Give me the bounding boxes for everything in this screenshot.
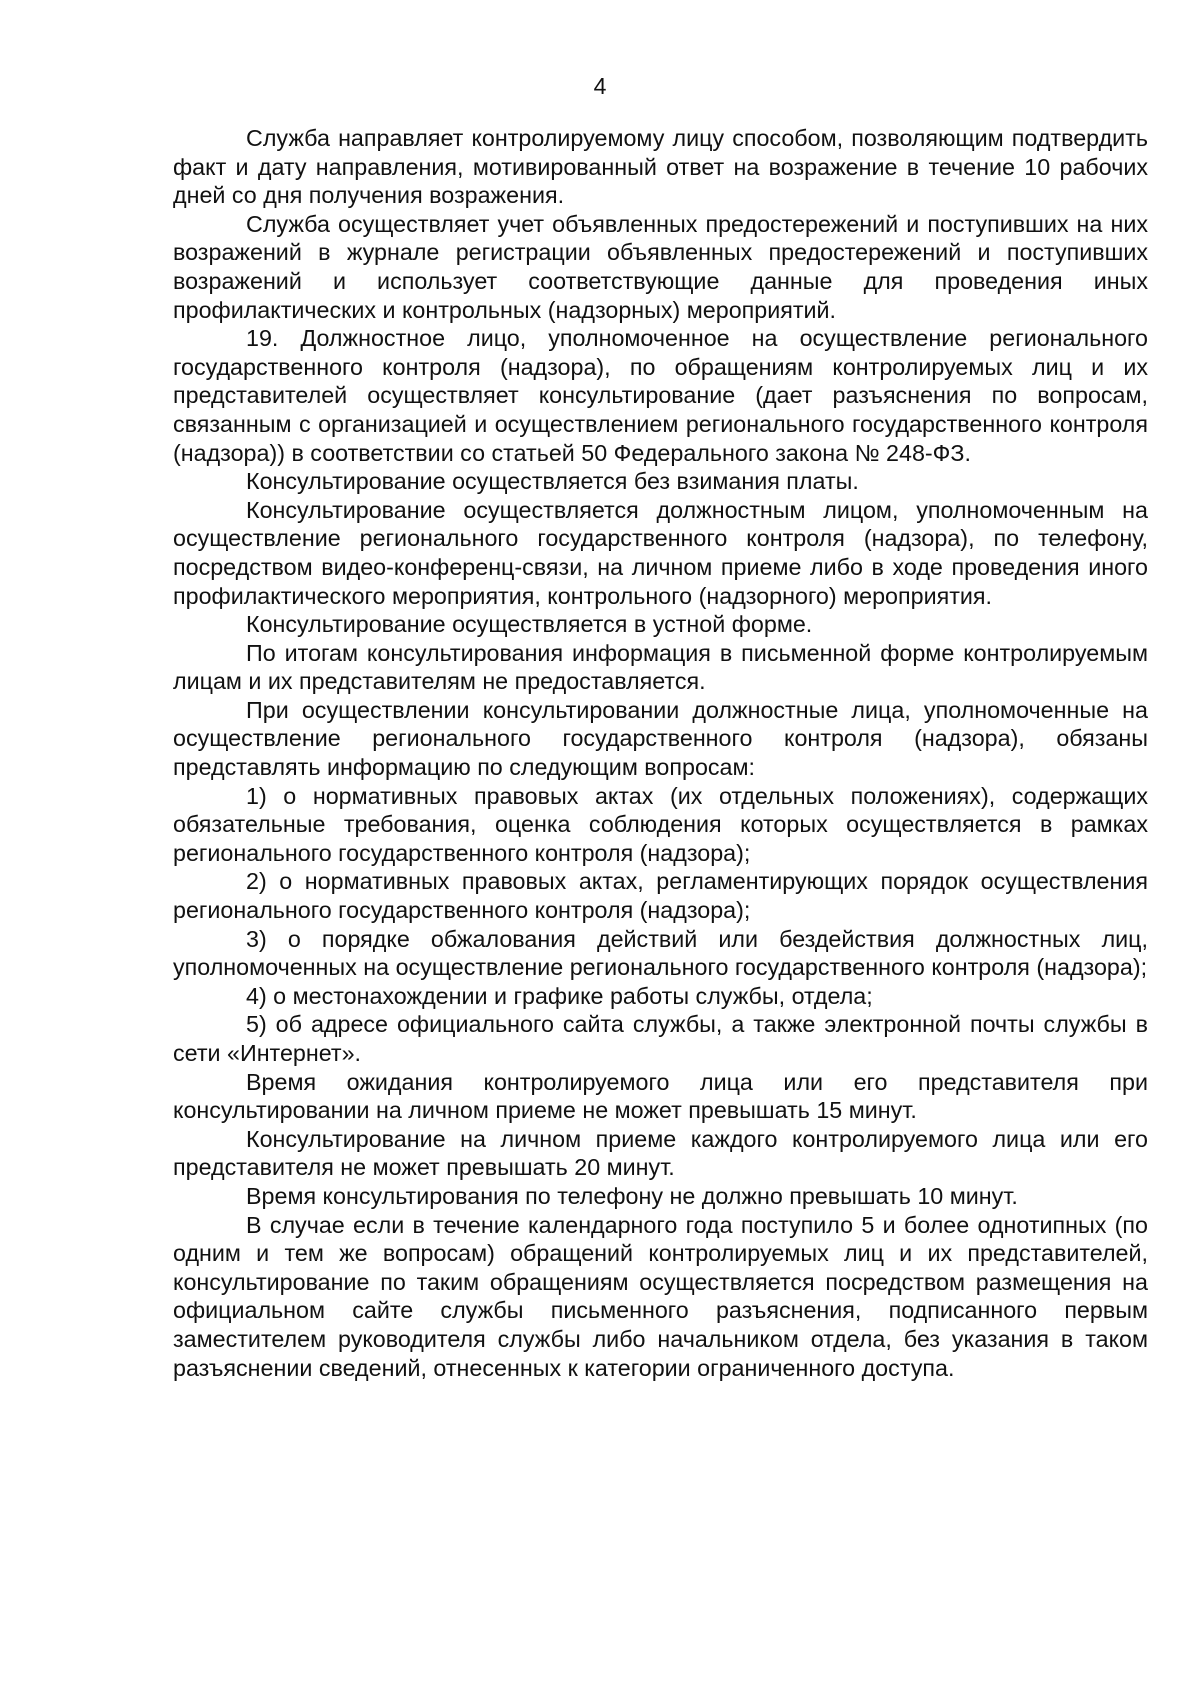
paragraph: При осуществлении консультировании должностные лица, уполномоченные на осуществление регионального государственного контроля (надзора), обязаны представлять информацию по следующим вопросам: — [173, 696, 1148, 781]
paragraph: Служба осуществляет учет объявленных предостережений и поступивших на них возражений в журнале регистрации объявленных предостережений и поступивших возражений и использует соответствующие данные для проведения иных профилактических и контрольных (надзорных) мероприятий. — [173, 210, 1148, 323]
list-item: 3) о порядке обжалования действий или бездействия должностных лиц, уполномоченных на осуществление регионального государственного контроля (надзора); — [173, 925, 1148, 981]
paragraph: Время консультирования по телефону не должно превышать 10 минут. — [246, 1182, 1018, 1209]
paragraph: Служба направляет контролируемому лицу способом, позволяющим подтвердить факт и дату направления, мотивированный ответ на возражение в течение 10 рабочих дней со дня получения возражения. — [173, 125, 1148, 209]
page-number: 4 — [593, 73, 607, 99]
paragraph: По итогам консультирования информация в письменной форме контролируемым лицам и их представителям не предоставляется. — [173, 639, 1148, 695]
document-body — [173, 124, 1148, 1382]
list-item: 4) о местонахождении и графике работы службы, отдела; — [246, 982, 873, 1009]
paragraph: Консультирование осуществляется в устной форме. — [246, 611, 813, 638]
list-item: 2) о нормативных правовых актах, регламентирующих порядок осуществления регионального государственного контроля (надзора); — [173, 868, 1148, 924]
paragraph: Консультирование осуществляется без взимания платы. — [246, 468, 859, 495]
list-item: 1) о нормативных правовых актах (их отдельных положениях), содержащих обязательные требования, оценка соблюдения которых осуществляется в рамках регионального государственного контроля (надзора); — [173, 782, 1148, 866]
paragraph: Время ожидания контролируемого лица или его представителя при консультировании на личном приеме не может превышать 15 минут. — [173, 1068, 1148, 1124]
paragraph: Консультирование на личном приеме каждого контролируемого лица или его представителя не может превышать 20 минут. — [173, 1125, 1148, 1181]
paragraph: В случае если в течение календарного года поступило 5 и более однотипных (по одним и тем же вопросам) обращений контролируемых лиц и их представителей, консультирование по таким обращениям осуществляется посредством размещения на официальном сайте службы письменного разъяснения, подписанного первым заместителем руководителя службы либо начальником отдела, без указания в таком разъяснении сведений, отнесенных к категории ограниченного доступа. — [173, 1211, 1148, 1381]
paragraph: Консультирование осуществляется должностным лицом, уполномоченным на осуществление регионального государственного контроля (надзора), по телефону, посредством видео-конференц-связи, на личном приеме либо в ходе проведения иного профилактического мероприятия, контрольного (надзорного) мероприятия. — [173, 496, 1148, 609]
paragraph: 19. Должностное лицо, уполномоченное на осуществление регионального государственного контроля (надзора), по обращениям контролируемых лиц и их представителей осуществляет консультирование (дает разъяснения по вопросам, связанным с организацией и осуществлением регионального государственного контроля (надзора)) в соответствии со статьей 50 Федерального закона № 248-ФЗ. — [173, 325, 1148, 466]
list-item: 5) об адресе официального сайта службы, а также электронной почты службы в сети «Интернет». — [173, 1011, 1148, 1066]
